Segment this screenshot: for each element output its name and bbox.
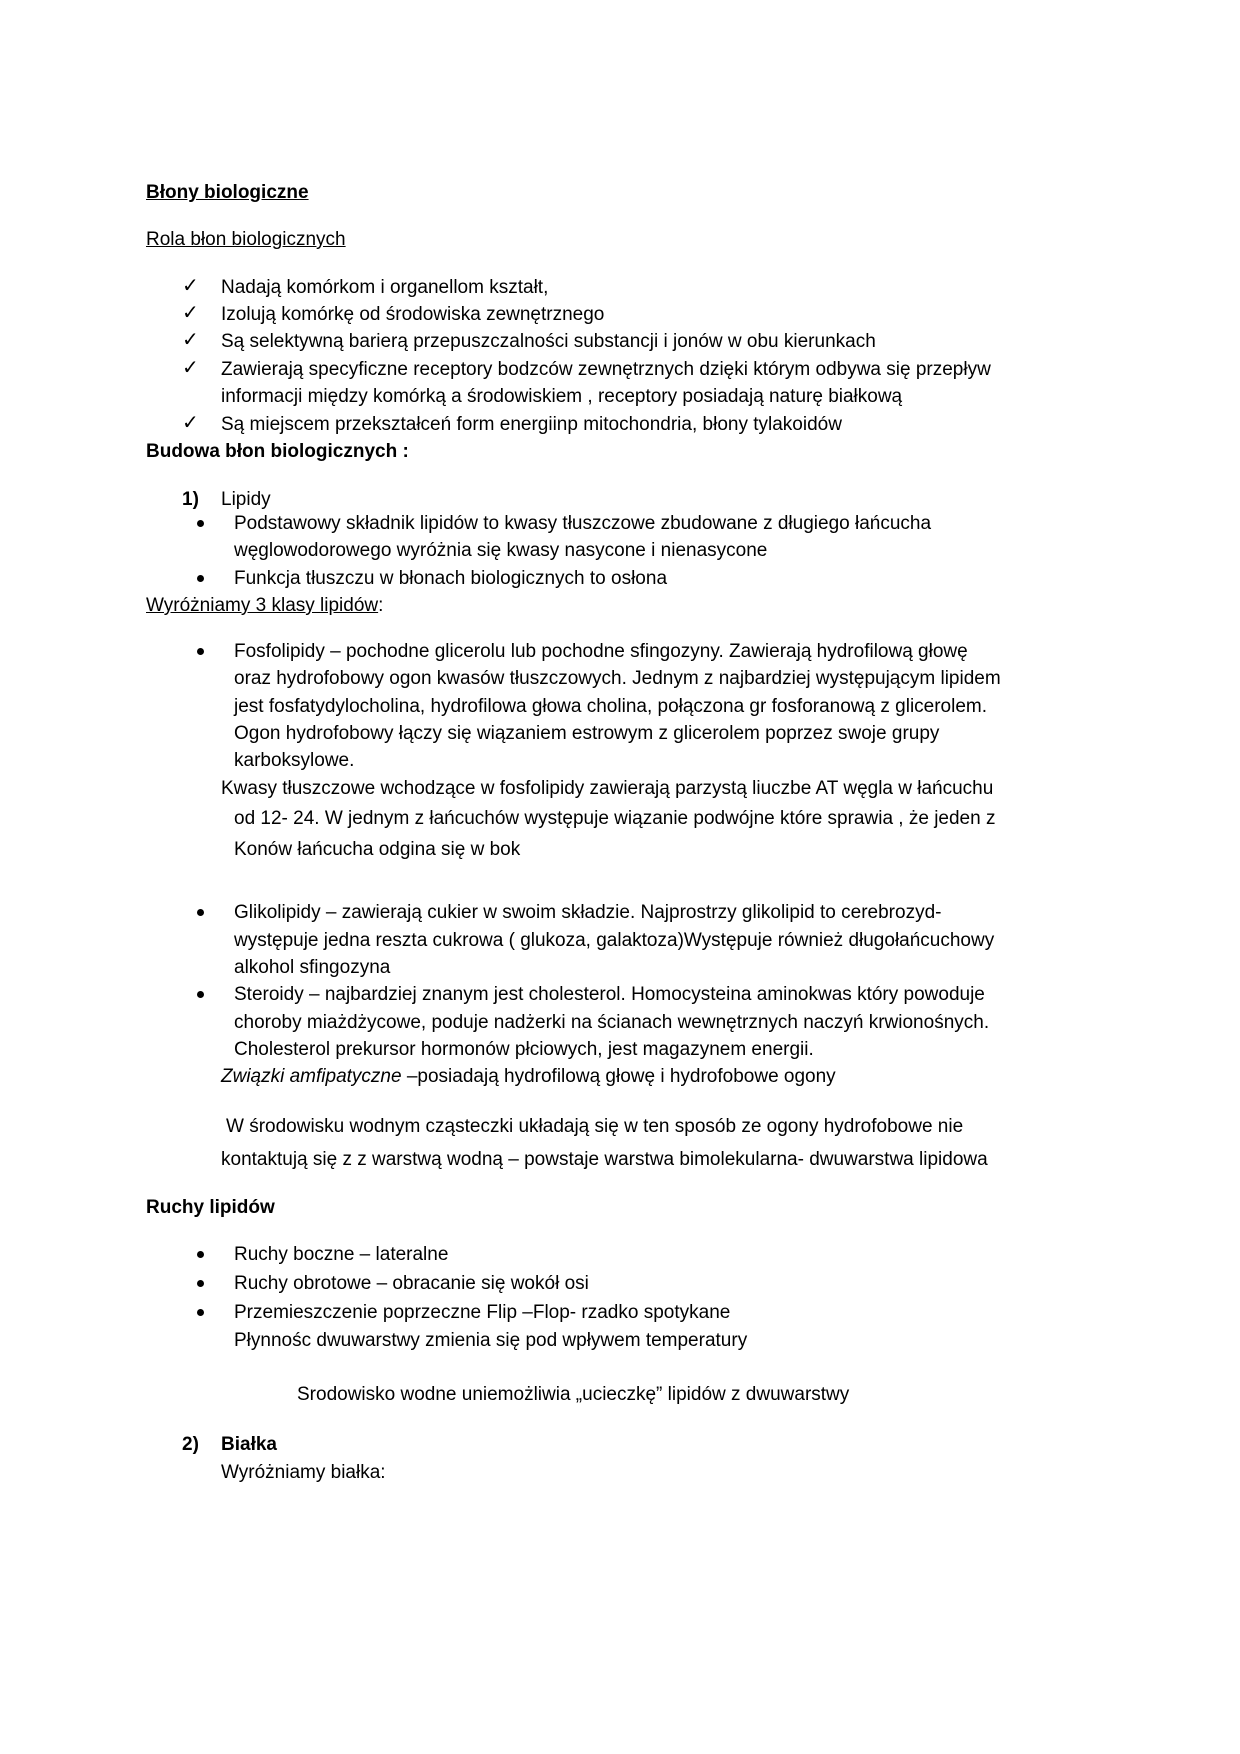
section-heading-movements: Ruchy lipidów — [146, 1197, 275, 1218]
role-item: Są miejscem przekształceń form energiinp mitochondria, błony tylakoidów — [221, 414, 842, 435]
phospholipids-line: Fosfolipidy – pochodne glicerolu lub pochodne sfingozyny. Zawierają hydrofilową głowę — [234, 641, 968, 662]
section-heading-role: Rola błon biologicznych — [146, 229, 346, 250]
document-title: Błony biologiczne — [146, 182, 309, 203]
amphipathic-description: –posiadają hydrofilową głowę i hydrofobowe ogony — [406, 1066, 836, 1087]
bullet-icon — [197, 1309, 204, 1316]
environment-note: Srodowisko wodne uniemożliwia „ucieczkę” lipidów z dwuwarstwy — [297, 1384, 850, 1405]
bullet-icon — [197, 648, 204, 655]
lipids-bullet: Podstawowy składnik lipidów to kwasy tłuszczowe zbudowane z długiego łańcucha — [234, 513, 932, 534]
bullet-icon — [197, 991, 204, 998]
phospholipids-line: jest fosfatydylocholina, hydrofilowa głowa cholina, połączona gr fosforanową z glicerolem. — [234, 696, 988, 717]
movement-item: Ruchy obrotowe – obracanie się wokół osi — [234, 1273, 589, 1294]
amphipathic-line — [221, 1064, 836, 1090]
checkmark-icon: ✓ — [182, 329, 199, 351]
steroids-line: Steroidy – najbardziej znanym jest cholesterol. Homocysteina aminokwas który powoduje — [234, 984, 985, 1005]
movement-item: Ruchy boczne – lateralne — [234, 1244, 449, 1265]
bullet-icon — [197, 1280, 204, 1287]
bullet-icon — [197, 1251, 204, 1258]
role-item: Nadają komórkom i organellom kształt, — [221, 277, 549, 298]
list-number: 1) — [182, 489, 199, 510]
role-item: Zawierają specyficzne receptory bodzców zewnętrznych dzięki którym odbywa się przepływ — [221, 359, 991, 380]
lipids-bullet-continuation: węglowodorowego wyróżnia się kwasy nasycone i nienasycone — [234, 540, 768, 561]
fatty-acids-line: Kwasy tłuszczowe wchodzące w fosfolipidy zawierają parzystą liuczbe AT węgla w łańcuchu — [221, 778, 994, 799]
checkmark-icon: ✓ — [182, 412, 199, 434]
fluidity-note: Płynnośc dwuwarstwy zmienia się pod wpływem temperatury — [234, 1330, 748, 1351]
lipid-classes-colon: : — [378, 595, 384, 616]
proteins-intro: Wyróżniamy białka: — [221, 1462, 386, 1483]
fatty-acids-line: od 12- 24. W jednym z łańcuchów występuje wiązanie podwójne które sprawia , że jeden z — [234, 808, 996, 829]
amphipathic-term: Związki amfipatyczne — [221, 1066, 402, 1087]
list-number: 2) — [182, 1434, 199, 1455]
bullet-icon — [197, 575, 204, 582]
phospholipids-line: Ogon hydrofobowy łączy się wiązaniem estrowym z glicerolem poprzez swoje grupy — [234, 723, 940, 744]
role-item: Izolują komórkę od środowiska zewnętrznego — [221, 304, 605, 325]
role-item: Są selektywną barierą przepuszczalności substancji i jonów w obu kierunkach — [221, 331, 876, 352]
steroids-line: choroby miażdżycowe, poduje nadżerki na ścianach wewnętrznych naczyń krwionośnych. — [234, 1012, 990, 1033]
water-line: kontaktują się z z warstwą wodną – powstaje warstwa bimolekularna- dwuwarstwa lipidowa — [221, 1149, 988, 1170]
checkmark-icon: ✓ — [182, 302, 199, 324]
phospholipids-line: oraz hydrofobowy ogon kwasów tłuszczowych. Jednym z najbardziej występującym lipidem — [234, 668, 1001, 689]
fatty-acids-line: Konów łańcucha odgina się w bok — [234, 839, 521, 860]
movement-item: Przemieszczenie poprzeczne Flip –Flop- rzadko spotykane — [234, 1302, 731, 1323]
role-item-continuation: informacji między komórką a środowiskiem , receptory posiadają naturę białkową — [221, 386, 903, 407]
lipid-classes-heading — [146, 593, 383, 619]
lipid-classes-heading-text: Wyróżniamy 3 klasy lipidów — [146, 595, 379, 616]
checkmark-icon: ✓ — [182, 275, 199, 297]
bullet-icon — [197, 909, 204, 916]
lipids-bullet: Funkcja tłuszczu w błonach biologicznych to osłona — [234, 568, 668, 589]
glycolipids-line: występuje jedna reszta cukrowa ( glukoza, galaktoza)Występuje również długołańcuchowy — [234, 930, 995, 951]
checkmark-icon: ✓ — [182, 357, 199, 379]
glycolipids-line: Glikolipidy – zawierają cukier w swoim składzie. Najprostrzy glikolipid to cerebrozyd- — [234, 902, 942, 923]
section-heading-structure: Budowa błon biologicznych : — [146, 441, 409, 462]
glycolipids-line: alkohol sfingozyna — [234, 957, 391, 978]
subsection-proteins: Białka — [221, 1434, 277, 1455]
bullet-icon — [197, 520, 204, 527]
phospholipids-line: karboksylowe. — [234, 750, 355, 771]
steroids-line: Cholesterol prekursor hormonów płciowych, jest magazynem energii. — [234, 1039, 814, 1060]
water-line: W środowisku wodnym cząsteczki układają się w ten sposób ze ogony hydrofobowe nie — [226, 1116, 964, 1137]
subsection-lipids: Lipidy — [221, 489, 271, 510]
